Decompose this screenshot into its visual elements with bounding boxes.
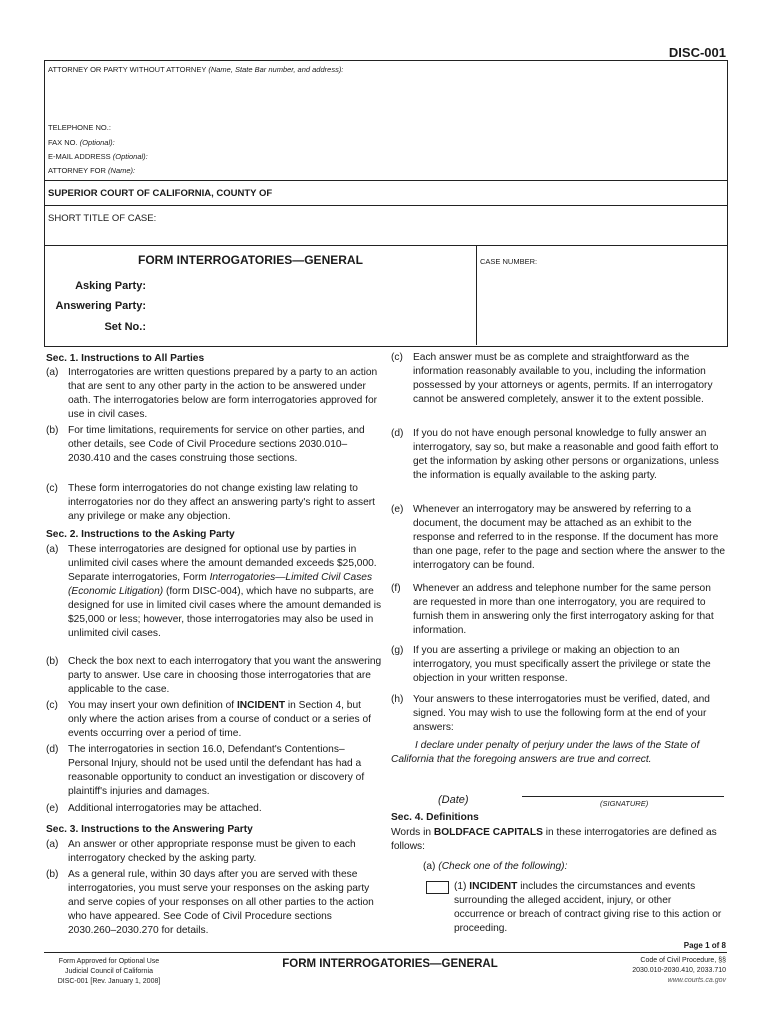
email-label: E-MAIL ADDRESS (Optional): — [48, 152, 148, 161]
incident-checkbox[interactable] — [426, 881, 449, 894]
code-citation: Code of Civil Procedure, §§ 2030.010-2030.410, 2033.710 www.courts.ca.gov — [560, 956, 726, 986]
website-link[interactable]: www.courts.ca.gov — [667, 977, 726, 984]
sec2-item-e: (e) Additional interrogatories may be attached. — [46, 803, 262, 814]
attorney-for-label: ATTORNEY FOR (Name): — [48, 166, 136, 175]
sec1-item-a: (a) Interrogatories are written questions prepared by a party to an action that are sent to any other party in the action to be answered under oath. The interrogatories below are form interrogatories approved for use in civil cases. — [46, 367, 378, 420]
sec3-item-a: (a) An answer or other appropriate response must be given to each interrogatory checked by the asking party. — [46, 839, 356, 864]
sec3-item-d: (d) If you do not have enough personal knowledge to fully answer an interrogatory, say so, but make a reasonable and good faith effort to get the information by asking other persons or organizations, unless the information is equally available to the asking party. — [391, 428, 719, 481]
sec3-item-h: (h) Your answers to these interrogatories must be verified, dated, and signed. You may wish to use the following form at the end of your answers: — [391, 694, 710, 733]
case-number-label: CASE NUMBER: — [480, 257, 538, 266]
sec2-title: Sec. 2. Instructions to the Asking Party — [46, 529, 235, 540]
declaration-text: I declare under penalty of perjury under the laws of the State of California that the foregoing answers are true and correct. — [391, 740, 700, 765]
telephone-label: TELEPHONE NO.: — [48, 123, 111, 132]
fax-label: FAX NO. (Optional): — [48, 138, 115, 147]
sec2-item-d: (d) The interrogatories in section 16.0, Defendant's Contentions–Personal Injury, should not be used until the defendant has had a reasonable opportunity to conduct an investigation or discovery of plaintiff's injuries and damages. — [46, 744, 365, 797]
date-label: (Date) — [438, 794, 469, 806]
divider — [44, 245, 727, 246]
sec3-item-g: (g) If you are asserting a privilege or making an objection to an interrogatory, you must specifically assert the privilege or state the objection in your written response. — [391, 645, 711, 684]
signature-label: (SIGNATURE) — [600, 799, 649, 808]
court-name: SUPERIOR COURT OF CALIFORNIA, COUNTY OF — [48, 188, 273, 199]
footer-divider — [44, 952, 727, 953]
attorney-label: ATTORNEY OR PARTY WITHOUT ATTORNEY (Name, State Bar number, and address): — [48, 65, 344, 74]
sec3-item-b: (b) As a general rule, within 30 days after you are served with these interrogatories, you must serve your responses on the asking party and serve copies of your responses on all other parties to the action who have appeared. See Code of Civil Procedure sections 2030.260–2030.270 for details. — [46, 869, 374, 936]
divider — [44, 180, 727, 181]
sec3-title: Sec. 3. Instructions to the Answering Party — [46, 824, 253, 835]
sec3-item-f: (f) Whenever an address and telephone number for the same person are requested in more than one interrogatory, you are required to furnish them in answering only the first interrogatory asking for that information. — [391, 583, 714, 636]
sec3-item-e: (e) Whenever an interrogatory may be answered by referring to a document, the document may be attached as an exhibit to the response and referred to in the response. If the document has more than one page, refer to the page and section where the answer to the interrogatory can be found. — [391, 504, 726, 571]
sec4-intro: Words in BOLDFACE CAPITALS in these interrogatories are defined as follows: — [391, 827, 717, 852]
signature-line[interactable] — [522, 796, 724, 797]
form-approval: Form Approved for Optional Use Judicial Council of California DISC-001 [Rev. January 1, 2008] — [57, 958, 161, 985]
divider — [476, 245, 477, 345]
incident-definition: (1) INCIDENT includes the circumstances and events surrounding the alleged accident, injury, or other occurrence or breach of contract giving rise to this action or proceeding. — [454, 881, 722, 934]
footer-title: FORM INTERROGATORIES—GENERAL — [282, 958, 498, 970]
sec1-item-c: (c) These form interrogatories do not change existing law relating to interrogatories nor do they affect an answering party's right to assert any privilege or make any objection. — [46, 483, 375, 522]
sec2-item-a: (a) These interrogatories are designed for optional use by parties in unlimited civil cases where the amount demanded exceeds $25,000. Separate interrogatories, Form Interrogatories—Limited Civil Cases (Economic Litigation) (form DISC-004), which have no subparts, are designed for use in limited civil cases where the amount demanded is $25,000 or less; however, those interrogatories may also be used in unlimited civil cases. — [46, 544, 382, 639]
sec4-item-a: (a) (Check one of the following): — [423, 861, 568, 872]
header-box — [44, 60, 728, 347]
sec4-title: Sec. 4. Definitions — [391, 812, 479, 823]
sec3-item-c: (c) Each answer must be as complete and straightforward as the information reasonably available to you, including the information possessed by your attorneys or agents, permits. If an interrogatory cannot be answered completely, answer it to the extent possible. — [391, 352, 713, 405]
asking-party-label: Asking Party: — [75, 280, 146, 292]
page-number: Page 1 of 8 — [683, 941, 726, 950]
short-title-label: SHORT TITLE OF CASE: — [48, 213, 157, 224]
sec2-item-c: (c) You may insert your own definition of INCIDENT in Section 4, but only where the action arises from a course of conduct or a series of events occurring over a period of time. — [46, 700, 371, 739]
sec1-item-b: (b) For time limitations, requirements for service on other parties, and other details, see Code of Civil Procedure sections 2030.010–2030.410 and the cases construing those sections. — [46, 425, 365, 464]
sec2-item-b: (b) Check the box next to each interrogatory that you want the answering party to answer. Use care in choosing those interrogatories that are applicable to the case. — [46, 656, 382, 695]
answering-party-label: Answering Party: — [55, 300, 146, 312]
form-title: FORM INTERROGATORIES—GENERAL — [138, 253, 363, 267]
divider — [44, 205, 727, 206]
set-no-label: Set No.: — [104, 321, 146, 333]
form-id: DISC-001 — [668, 45, 726, 60]
sec1-title: Sec. 1. Instructions to All Parties — [46, 353, 205, 364]
